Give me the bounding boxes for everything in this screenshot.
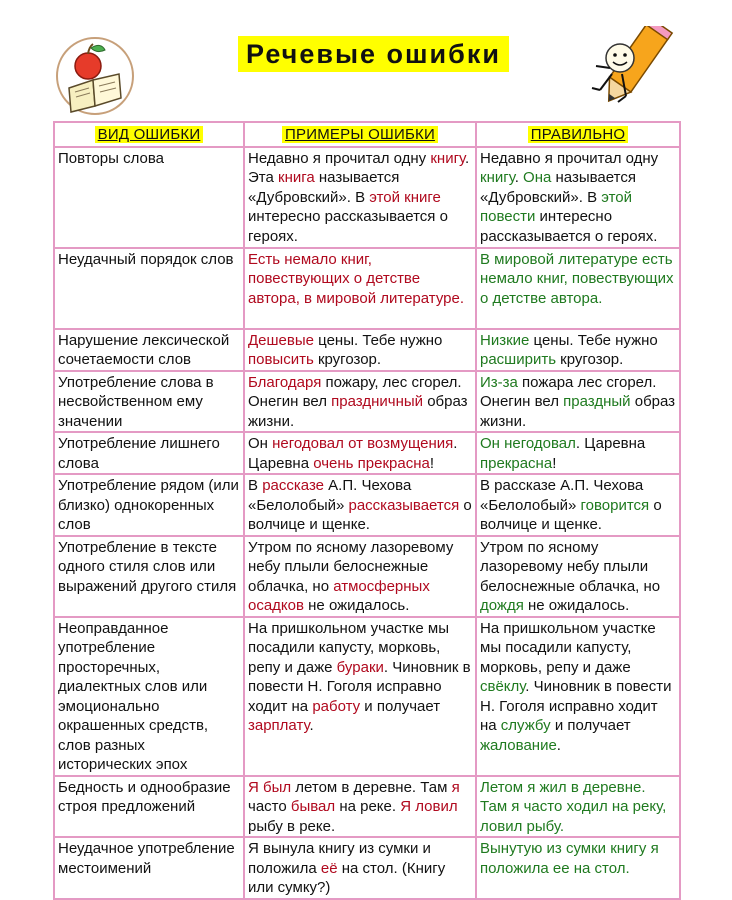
header-error-examples: ПРИМЕРЫ ОШИБКИ [244,122,476,147]
header-correct: ПРАВИЛЬНО [476,122,680,147]
rows-5-example-segment: рассказе [262,477,324,494]
rows-8-example-segment: рыбу в реке. [248,817,336,835]
rows-2-correct-segment: цены. Тебе нужно [529,331,658,349]
errors-table [53,121,681,900]
error-type-cell: Употребление в тексте одного стиля слов или выражений другого стиля [54,536,244,617]
rows-4-example-segment: Он [248,435,273,452]
table-row [54,837,680,899]
correct-example-cell [476,617,680,776]
pencil-character-icon [582,26,678,112]
table-row [54,329,680,371]
rows-9-example-segment: на стол. (Книгу или сумку?) [248,859,446,896]
error-example-cell [244,837,476,899]
apple-book-icon [55,32,135,116]
error-type-cell: Нарушение лексической сочетаемости слов [54,329,244,371]
rows-7-example-segment: . Чиновник в повести Н. Гоголя исправно ходит на [248,658,471,715]
rows-3-example-segment: пожару, лес сгорел. Онегин вел [248,373,462,410]
error-type-cell: Употребление лишнего слова [54,432,244,474]
rows-3-example-segment: Благодаря [248,373,322,391]
rows-5-correct-segment: говорится [580,496,650,514]
correct-example-cell [476,432,680,474]
rows-4-example-segment: ! [429,454,435,472]
rows-9-correct-segment: Вынутую из сумки книгу я положила ее на стол. [480,840,659,877]
rows-7-correct-segment: жалование [480,736,557,754]
rows-2-example-segment: кругозор. [313,351,382,368]
rows-6-example-segment: атмосферных осадков [248,577,430,614]
rows-6-example-segment: Утром по ясному лазоревому небу плыли белоснежные облачка, но [248,538,454,595]
table-header-row [54,122,680,147]
rows-7-example-segment: На пришкольном участке мы посадили капусту, морковь, репу и даже [248,619,449,676]
rows-4-example-segment: очень прекрасна [313,454,430,472]
rows-0-example-segment: книга [278,169,315,186]
rows-0-correct-segment: этой повести [480,188,632,225]
error-type-cell: Неудачный порядок слов [54,248,244,329]
correct-example-cell [476,536,680,617]
error-type-cell: Бедность и однообразие строя предложений [54,776,244,838]
rows-0-example-segment: . Эта [248,149,470,186]
rows-0-example-segment: Недавно я прочитал одну [248,149,431,167]
rows-7-correct-segment: . [556,736,561,754]
rows-7-example-segment: работу [312,697,361,715]
table-row [54,536,680,617]
correct-example-cell [476,474,680,536]
rows-0-correct-segment: интересно рассказывается о героях. [480,208,658,245]
table-row [54,248,680,329]
rows-7-correct-segment: свёклу [480,678,526,695]
rows-3-correct-segment: праздный [563,393,631,410]
rows-0-correct-segment: называется «Дубровский». В [480,169,636,206]
rows-8-example-segment: Я ловил [400,798,458,815]
correct-example-cell [476,776,680,838]
correct-example-cell [476,329,680,371]
rows-2-example-segment: цены. Тебе нужно [313,331,443,349]
header [0,0,732,120]
rows-3-correct-segment: пожара лес сгорел. Онегин вел [480,373,657,410]
rows-4-example-segment: негодовал от возмущения [272,435,454,452]
rows-0-example-segment: интересно рассказывается о героях. [248,208,448,245]
table-body [54,147,680,900]
rows-4-correct-segment: ! [552,454,557,472]
rows-9-example-segment: Я вынула книгу из сумки и положила [248,840,431,877]
error-type-cell: Неоправданное употребление просторечных, диалектных слов или эмоционально окрашенных средств, слов разных исторических эпох [54,617,244,776]
rows-6-correct-segment: дождя [480,597,524,614]
correct-example-cell [476,371,680,433]
rows-2-correct-segment: Низкие [480,331,530,349]
error-type-cell: Употребление рядом (или близко) однокоренных слов [54,474,244,536]
rows-5-correct-segment: о волчице и щенке. [480,496,662,533]
rows-8-example-segment: Я был [248,778,292,796]
rows-3-correct-segment: образ жизни. [480,393,676,430]
error-example-cell [244,536,476,617]
rows-2-correct-segment: кругозор. [556,351,624,368]
rows-5-example-segment: А.П. Чехова «Белолобый» [248,477,412,514]
error-type-cell: Употребление слова в несвойственном ему значении [54,371,244,433]
error-example-cell [244,248,476,329]
error-type-cell: Неудачное употребление местоимений [54,837,244,899]
rows-3-example-segment: праздничный [331,393,424,410]
rows-7-correct-segment: . Чиновник в повести Н. Гоголя исправно ходит на [480,678,672,734]
rows-0-correct-segment: . [514,169,524,186]
table-row [54,617,680,776]
rows-7-example-segment: бураки [336,658,384,676]
rows-4-correct-segment: . Царевна [575,435,646,452]
rows-8-example-segment: летом в деревне. Там [291,778,452,796]
page-title: Речевые ошибки [238,36,509,72]
rows-8-example-segment: часто [248,798,291,815]
rows-3-example-segment: образ жизни. [248,393,468,430]
correct-example-cell [476,837,680,899]
rows-0-example-segment: называется «Дубровский». В [248,169,400,206]
rows-5-correct-segment: В рассказе А.П. Чехова «Белолобый» [480,477,644,514]
error-type-cell: Повторы слова [54,147,244,248]
rows-4-correct-segment: Он негодовал [480,435,576,452]
rows-5-example-segment: о волчице и щенке. [248,496,472,533]
rows-6-correct-segment: Утром по ясному лазоревому небу плыли белоснежные облачка, но [480,538,661,595]
rows-8-example-segment: бывал [290,798,336,815]
rows-8-example-segment: я [451,778,460,796]
rows-6-correct-segment: не ожидалось. [523,597,630,614]
rows-2-example-segment: Дешевые [248,331,314,349]
rows-7-correct-segment: службу [500,717,551,734]
rows-1-correct-segment: В мировой литературе есть немало книг, повествующих о детстве автора. [480,250,674,307]
table-row [54,474,680,536]
rows-7-example-segment: . [309,717,314,734]
rows-0-correct-segment: книгу [480,169,515,186]
rows-4-example-segment: . Царевна [248,435,458,472]
rows-6-example-segment: не ожидалось. [303,597,410,614]
rows-0-example-segment: книгу [430,149,466,167]
error-example-cell [244,617,476,776]
rows-2-correct-segment: расширить [480,351,557,368]
rows-3-correct-segment: Из-за [480,373,518,391]
error-example-cell [244,329,476,371]
error-example-cell [244,147,476,248]
rows-2-example-segment: повысить [248,351,314,368]
table-row [54,776,680,838]
rows-8-example-segment: на реке. [335,798,401,815]
rows-0-example-segment: этой книге [369,188,441,206]
rows-9-example-segment: её [320,859,338,877]
table-row [54,371,680,433]
rows-7-example-segment: и получает [360,697,441,715]
error-example-cell [244,776,476,838]
rows-7-example-segment: зарплату [248,717,310,734]
table-row [54,432,680,474]
rows-0-correct-segment: Недавно я прочитал одну [480,149,659,167]
correct-example-cell [476,147,680,248]
rows-4-correct-segment: прекрасна [480,454,553,472]
rows-7-correct-segment: и получает [550,717,631,734]
error-example-cell [244,474,476,536]
header-error-type: ВИД ОШИБКИ [54,122,244,147]
rows-1-example-segment: Есть немало книг, повествующих о детстве автора, в мировой литературе. [248,250,464,307]
rows-7-correct-segment: На пришкольном участке мы посадили капусту, морковь, репу и даже [480,619,656,676]
table-row [54,147,680,248]
correct-example-cell [476,248,680,329]
error-example-cell [244,432,476,474]
rows-5-example-segment: В [248,477,263,494]
rows-8-correct-segment: Летом я жил в деревне. Там я часто ходил на реку, ловил рыбу. [480,778,667,835]
rows-5-example-segment: рассказывается [348,496,460,514]
error-example-cell [244,371,476,433]
rows-0-correct-segment: Она [523,169,552,186]
